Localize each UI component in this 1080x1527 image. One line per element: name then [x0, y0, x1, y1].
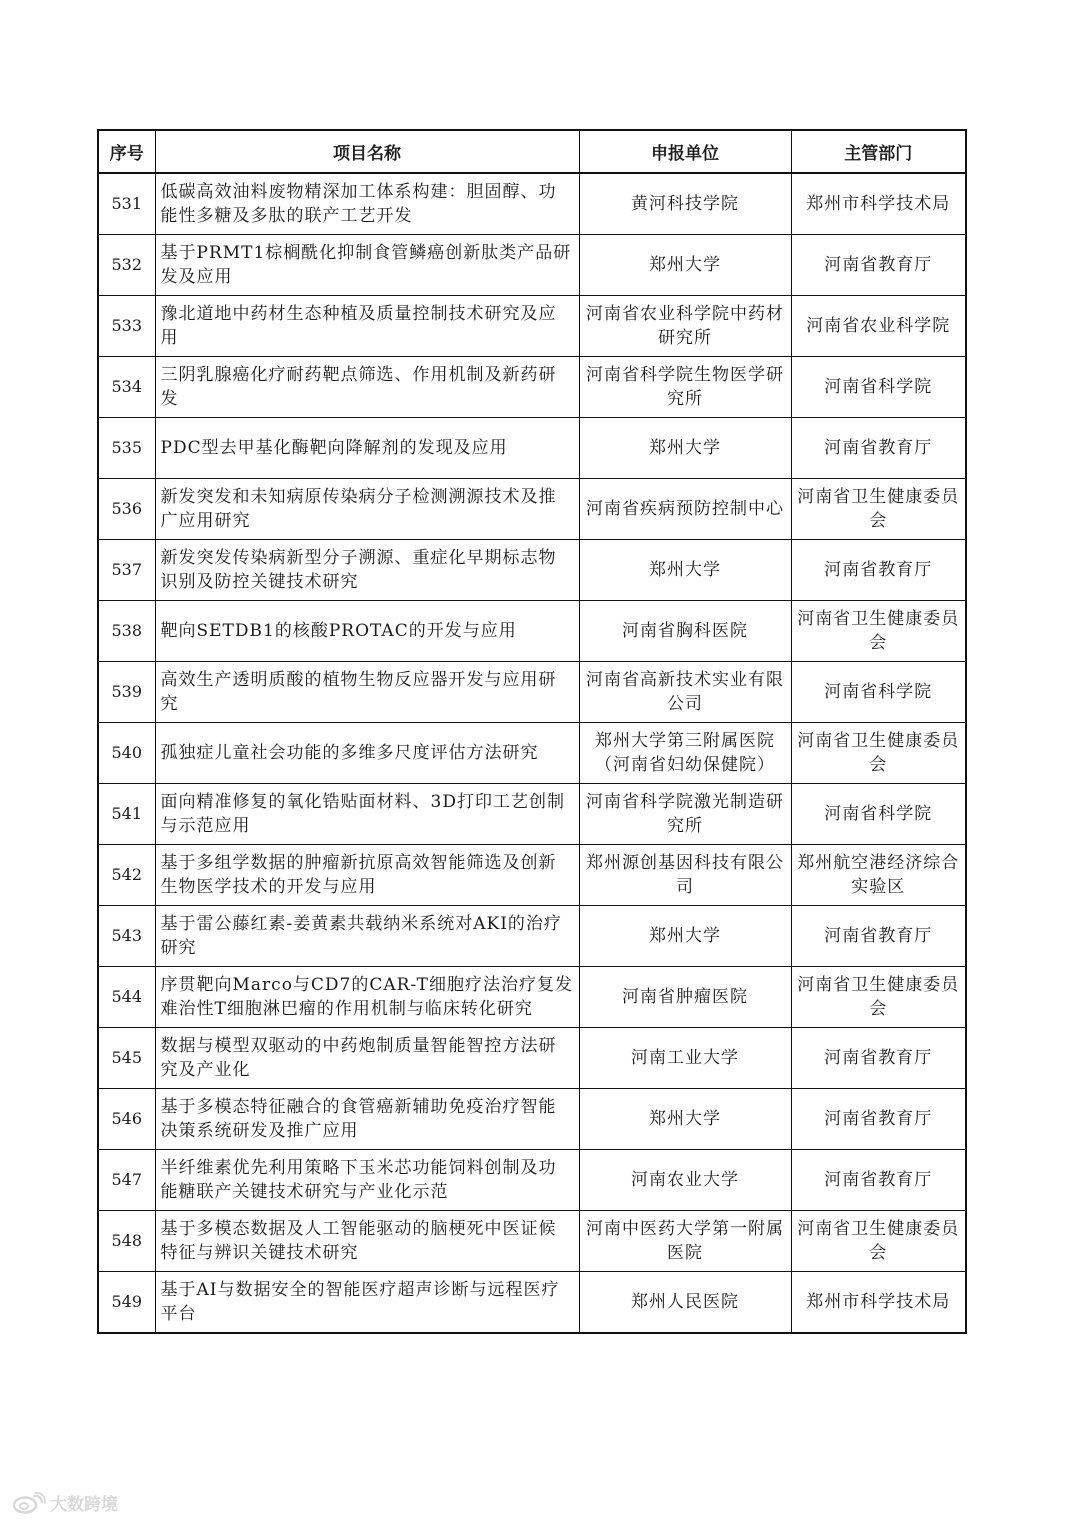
row-project-name-cell: [155, 173, 579, 235]
row-supervising-department-cell: [791, 1150, 966, 1211]
row-project-name: 基于雷公藤红素-姜黄素共载纳米系统对AKI的治疗研究: [160, 914, 562, 958]
row-project-name-cell: [155, 296, 579, 357]
row-supervising-department-cell: [791, 601, 966, 662]
row-applicant-unit: 河南省胸科医院: [622, 621, 748, 641]
row-project-name: 数据与模型双驱动的中药炮制质量智能智控方法研究及产业化: [160, 1036, 557, 1080]
row-applicant-unit-cell: [579, 967, 791, 1028]
row-applicant-unit-cell: [579, 845, 791, 906]
row-project-name-cell: [155, 723, 579, 784]
row-supervising-department-cell: [791, 357, 966, 418]
row-serial-number: 536: [111, 499, 143, 518]
row-project-name-cell: [155, 540, 579, 601]
row-serial-number: 532: [111, 255, 143, 274]
header-serial-number: 序号: [98, 130, 155, 173]
row-project-name: 基于PRMT1棕榈酰化抑制食管鳞癌创新肽类产品研发及应用: [160, 243, 572, 287]
table-row: [98, 662, 966, 723]
row-serial-number: 534: [111, 377, 143, 396]
row-supervising-department-cell: [791, 540, 966, 601]
row-project-name: 三阴乳腺癌化疗耐药靶点筛选、作用机制及新药研发: [160, 365, 557, 409]
row-supervising-department-cell: [791, 418, 966, 479]
row-supervising-department-cell: [791, 235, 966, 296]
row-supervising-department: 河南省科学院: [824, 804, 933, 824]
row-project-name: PDC型去甲基化酶靶向降解剂的发现及应用: [160, 438, 508, 458]
row-supervising-department-cell: [791, 784, 966, 845]
row-serial-number: 533: [111, 316, 143, 335]
row-applicant-unit: 河南省肿瘤医院: [622, 987, 748, 1007]
row-applicant-unit: 河南省农业科学院中药材研究所: [586, 304, 784, 348]
row-project-name: 序贯靶向Marco与CD7的CAR-T细胞疗法治疗复发难治性T细胞淋巴瘤的作用机制与临床转化研究: [160, 975, 573, 1019]
row-project-name: 高效生产透明质酸的植物生物反应器开发与应用研究: [160, 670, 557, 714]
row-serial-number-cell: [98, 296, 155, 357]
row-project-name-cell: [155, 1272, 579, 1334]
row-project-name: 靶向SETDB1的核酸PROTAC的开发与应用: [160, 621, 517, 641]
row-serial-number: 539: [111, 682, 143, 701]
table-row: [98, 845, 966, 906]
row-project-name-cell: [155, 1150, 579, 1211]
row-applicant-unit-cell: [579, 1089, 791, 1150]
row-supervising-department-cell: [791, 845, 966, 906]
row-applicant-unit: 河南中医药大学第一附属医院: [586, 1219, 784, 1263]
row-applicant-unit: 郑州源创基因科技有限公司: [586, 853, 784, 897]
row-project-name-cell: [155, 235, 579, 296]
row-project-name-cell: [155, 1211, 579, 1272]
row-supervising-department: 郑州市科学技术局: [806, 1292, 951, 1312]
row-serial-number-cell: [98, 723, 155, 784]
table-row: [98, 601, 966, 662]
row-project-name: 新发突发和未知病原传染病分子检测溯源技术及推广应用研究: [160, 487, 557, 531]
row-supervising-department-cell: [791, 723, 966, 784]
row-supervising-department: 河南省教育厅: [824, 1048, 933, 1068]
row-applicant-unit-cell: [579, 1150, 791, 1211]
row-supervising-department: 河南省教育厅: [824, 1109, 933, 1129]
table-row: [98, 1150, 966, 1211]
row-applicant-unit-cell: [579, 1272, 791, 1334]
watermark-text: 大数跨境: [50, 1495, 118, 1515]
row-supervising-department: 河南省农业科学院: [806, 316, 951, 336]
row-project-name-cell: [155, 845, 579, 906]
row-applicant-unit-cell: [579, 540, 791, 601]
row-applicant-unit: 郑州大学第三附属医院（河南省妇幼保健院）: [595, 731, 775, 775]
row-applicant-unit-cell: [579, 784, 791, 845]
row-serial-number: 545: [111, 1048, 143, 1067]
row-serial-number: 547: [111, 1170, 143, 1189]
row-project-name-cell: [155, 479, 579, 540]
row-project-name-cell: [155, 357, 579, 418]
row-applicant-unit: 河南工业大学: [631, 1048, 739, 1068]
row-serial-number-cell: [98, 235, 155, 296]
row-project-name: 孤独症儿童社会功能的多维多尺度评估方法研究: [160, 743, 539, 763]
table-row: [98, 418, 966, 479]
row-project-name-cell: [155, 784, 579, 845]
row-serial-number-cell: [98, 1150, 155, 1211]
table-row: [98, 906, 966, 967]
row-serial-number-cell: [98, 540, 155, 601]
row-applicant-unit: 郑州大学: [649, 438, 721, 458]
row-applicant-unit: 河南省高新技术实业有限公司: [586, 670, 784, 714]
row-serial-number-cell: [98, 662, 155, 723]
row-serial-number-cell: [98, 173, 155, 235]
row-supervising-department: 河南省卫生健康委员会: [797, 731, 960, 775]
row-project-name-cell: [155, 601, 579, 662]
row-project-name-cell: [155, 967, 579, 1028]
row-applicant-unit: 郑州人民医院: [631, 1292, 739, 1312]
table-row: [98, 1272, 966, 1334]
row-applicant-unit-cell: [579, 235, 791, 296]
table-row: [98, 723, 966, 784]
row-serial-number: 548: [111, 1231, 143, 1250]
row-supervising-department: 河南省卫生健康委员会: [797, 609, 960, 653]
row-serial-number-cell: [98, 418, 155, 479]
row-supervising-department: 河南省教育厅: [824, 255, 933, 275]
row-project-name: 豫北道地中药材生态种植及质量控制技术研究及应用: [160, 304, 557, 348]
row-serial-number-cell: [98, 784, 155, 845]
row-serial-number: 540: [111, 743, 143, 762]
row-serial-number-cell: [98, 479, 155, 540]
row-serial-number-cell: [98, 1028, 155, 1089]
row-serial-number: 535: [111, 438, 143, 457]
row-supervising-department: 郑州市科学技术局: [806, 194, 951, 214]
row-supervising-department-cell: [791, 1089, 966, 1150]
row-applicant-unit-cell: [579, 357, 791, 418]
row-supervising-department-cell: [791, 906, 966, 967]
row-supervising-department: 河南省卫生健康委员会: [797, 1219, 960, 1263]
row-applicant-unit-cell: [579, 601, 791, 662]
weibo-logo-icon: [12, 1492, 46, 1514]
header-applicant-unit: 申报单位: [579, 130, 791, 173]
row-applicant-unit-cell: [579, 906, 791, 967]
watermark: [12, 1490, 118, 1515]
row-serial-number-cell: [98, 906, 155, 967]
table-row: [98, 1089, 966, 1150]
row-project-name: 基于多组学数据的肿瘤新抗原高效智能筛选及创新生物医学技术的开发与应用: [160, 853, 557, 897]
table-row: [98, 967, 966, 1028]
row-serial-number: 543: [111, 926, 143, 945]
table-header-row: [98, 130, 966, 173]
row-supervising-department-cell: [791, 967, 966, 1028]
row-project-name-cell: [155, 662, 579, 723]
row-supervising-department-cell: [791, 296, 966, 357]
row-project-name-cell: [155, 1028, 579, 1089]
row-applicant-unit-cell: [579, 173, 791, 235]
row-applicant-unit: 河南农业大学: [631, 1170, 739, 1190]
row-serial-number: 541: [111, 804, 143, 823]
row-project-name: 半纤维素优先利用策略下玉米芯功能饲料创制及功能糖联产关键技术研究与产业化示范: [160, 1158, 557, 1202]
table-row: [98, 540, 966, 601]
row-applicant-unit-cell: [579, 723, 791, 784]
table-row: [98, 479, 966, 540]
row-serial-number-cell: [98, 1211, 155, 1272]
row-serial-number: 538: [111, 621, 143, 640]
table-row: [98, 357, 966, 418]
row-supervising-department: 河南省卫生健康委员会: [797, 975, 960, 1019]
row-supervising-department: 河南省教育厅: [824, 560, 933, 580]
row-serial-number: 531: [111, 194, 143, 213]
header-supervising-department: 主管部门: [791, 130, 966, 173]
row-serial-number: 549: [111, 1292, 143, 1311]
row-applicant-unit: 河南省科学院激光制造研究所: [586, 792, 784, 836]
row-project-name: 基于多模态特征融合的食管癌新辅助免疫治疗智能决策系统研发及推广应用: [160, 1097, 557, 1141]
row-applicant-unit-cell: [579, 418, 791, 479]
row-serial-number-cell: [98, 845, 155, 906]
row-project-name: 面向精准修复的氧化锆贴面材料、3D打印工艺创制与示范应用: [160, 792, 565, 836]
row-project-name-cell: [155, 1089, 579, 1150]
row-serial-number: 542: [111, 865, 143, 884]
row-supervising-department-cell: [791, 479, 966, 540]
row-applicant-unit-cell: [579, 1211, 791, 1272]
row-serial-number-cell: [98, 601, 155, 662]
row-project-name: 新发突发传染病新型分子溯源、重症化早期标志物识别及防控关键技术研究: [160, 548, 557, 592]
row-supervising-department-cell: [791, 1028, 966, 1089]
row-applicant-unit-cell: [579, 662, 791, 723]
row-applicant-unit-cell: [579, 479, 791, 540]
row-serial-number-cell: [98, 967, 155, 1028]
table-row: [98, 1028, 966, 1089]
table-row: [98, 1211, 966, 1272]
row-supervising-department: 河南省教育厅: [824, 926, 933, 946]
row-supervising-department: 河南省科学院: [824, 682, 933, 702]
row-applicant-unit: 河南省科学院生物医学研究所: [586, 365, 784, 409]
row-supervising-department-cell: [791, 662, 966, 723]
row-serial-number-cell: [98, 357, 155, 418]
row-supervising-department: 河南省科学院: [824, 377, 933, 397]
row-applicant-unit: 郑州大学: [649, 926, 721, 946]
row-supervising-department-cell: [791, 173, 966, 235]
row-serial-number: 544: [111, 987, 143, 1006]
row-serial-number-cell: [98, 1089, 155, 1150]
row-serial-number: 546: [111, 1109, 143, 1128]
row-applicant-unit-cell: [579, 296, 791, 357]
project-table: [97, 129, 967, 1334]
table-row: [98, 235, 966, 296]
row-project-name-cell: [155, 418, 579, 479]
row-supervising-department-cell: [791, 1272, 966, 1334]
row-serial-number-cell: [98, 1272, 155, 1334]
row-applicant-unit: 黄河科技学院: [631, 194, 739, 214]
row-project-name: 低碳高效油料废物精深加工体系构建：胆固醇、功能性多糖及多肽的联产工艺开发: [160, 182, 557, 226]
row-applicant-unit-cell: [579, 1028, 791, 1089]
row-supervising-department: 河南省卫生健康委员会: [797, 487, 960, 531]
row-applicant-unit: 郑州大学: [649, 560, 721, 580]
table-row: [98, 173, 966, 235]
row-applicant-unit: 河南省疾病预防控制中心: [586, 499, 784, 519]
row-supervising-department: 河南省教育厅: [824, 438, 933, 458]
table-row: [98, 296, 966, 357]
row-serial-number: 537: [111, 560, 143, 579]
row-supervising-department: 河南省教育厅: [824, 1170, 933, 1190]
table-row: [98, 784, 966, 845]
row-applicant-unit: 郑州大学: [649, 1109, 721, 1129]
row-supervising-department-cell: [791, 1211, 966, 1272]
row-project-name: 基于多模态数据及人工智能驱动的脑梗死中医证候特征与辨识关键技术研究: [160, 1219, 557, 1263]
header-project-name: 项目名称: [155, 130, 579, 173]
row-project-name: 基于AI与数据安全的智能医疗超声诊断与远程医疗平台: [160, 1280, 560, 1324]
row-project-name-cell: [155, 906, 579, 967]
row-applicant-unit: 郑州大学: [649, 255, 721, 275]
row-supervising-department: 郑州航空港经济综合实验区: [797, 853, 960, 897]
